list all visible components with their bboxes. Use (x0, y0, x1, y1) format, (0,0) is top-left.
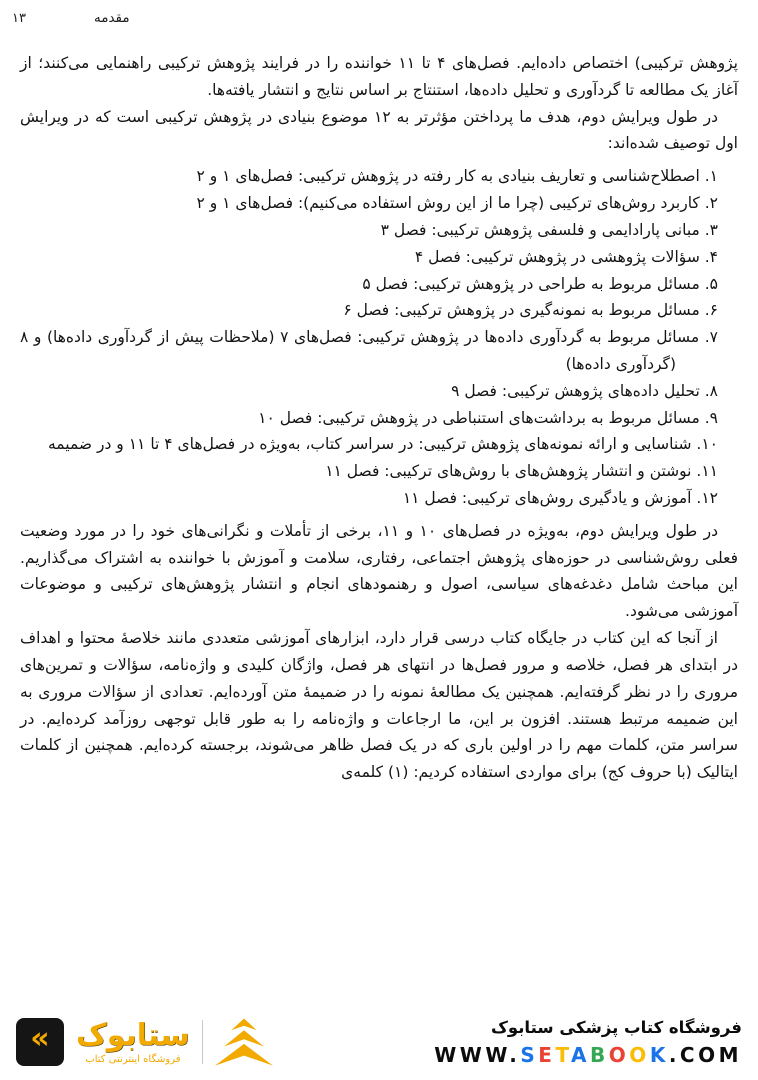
list-item: ۹. مسائل مربوط به برداشت‌های استنباطی در پژوهش ترکیبی: فصل ۱۰ (258, 408, 718, 427)
url-colored-letters (520, 1043, 668, 1067)
pyramid-chevrons-icon (215, 1018, 273, 1066)
list-item: ۸. تحلیل داده‌های پژوهش ترکیبی: فصل ۹ (451, 381, 718, 400)
url-prefix: WWW. (434, 1042, 521, 1067)
list-item: ۳. مبانی پارادایمی و فلسفی پژوهش ترکیبی: فصل ۳ (380, 220, 718, 239)
list-item: ۵. مسائل مربوط به طراحی در پژوهش ترکیبی: فصل ۵ (362, 274, 718, 293)
shop-url (434, 1043, 742, 1067)
paragraph: پژوهش ترکیبی) اختصاص داده‌ایم. فصل‌های ۴ تا ۱۱ خواننده را در فرایند پژوهش ترکیبی راهنمایی می‌کنند؛ از آغاز یک مطالعه تا گردآوری و تحلیل داده‌ها، استنتاج بر اساس نتایج و انتشار یافته‌ها. (20, 54, 738, 99)
url-letter: E (538, 1042, 556, 1067)
url-letter: B (590, 1042, 609, 1067)
logo-tagline: فروشگاه اینترنتی کتاب (85, 1054, 181, 1065)
list-item: ۱۱. نوشتن و انتشار پژوهش‌های با روش‌های ترکیبی: فصل ۱۱ (325, 462, 718, 481)
url-letter: A (571, 1042, 591, 1067)
list-item: ۲. کاربرد روش‌های ترکیبی (چرا ما از این روش استفاده می‌کنیم): فصل‌های ۱ و ۲ (196, 194, 718, 213)
list-item: ۷. مسائل مربوط به گردآوری داده‌ها در پژوهش ترکیبی: فصل‌های ۷ (ملاحظات پیش از گردآوری داده‌ها) و ۸ (گردآوری داده‌ها) (20, 328, 718, 373)
url-letter: S (520, 1042, 539, 1067)
paragraph: در طول ویرایش دوم، به‌ویژه در فصل‌های ۱۰ و ۱۱، برخی از تأملات و نگرانی‌های خود را در مورد وضعیت فعلی روش‌شناسی در حوزه‌های پژوهش اجتماعی، رفتاری، سلامت و آموزش با خواننده به اشتراک می‌گذاریم. این مباحث شامل دغدغه‌های سیاسی، اصول و رهنمودهای انجام و انتشار پژوهش‌های ترکیبی و موضوعات آموزشی می‌شود. (20, 521, 738, 621)
footer-textblock (434, 1018, 742, 1067)
topics-list (20, 163, 738, 512)
footer-watermark (0, 1004, 758, 1080)
running-header (12, 10, 130, 26)
list-item: ۴. سؤالات پژوهشی در پژوهش ترکیبی: فصل ۴ (414, 247, 718, 266)
opening-paragraphs (20, 50, 738, 157)
logo-divider (202, 1020, 203, 1064)
body-text (20, 50, 738, 786)
url-letter: K (649, 1042, 669, 1067)
url-letter: O (608, 1042, 630, 1067)
logo-wordmark: ستابوک (76, 1018, 190, 1053)
paragraph: در طول ویرایش دوم، هدف ما پرداختن مؤثرتر به ۱۲ موضوع بنیادی در پژوهش ترکیبی است که در ویرایش اول توصیف شده‌اند: (20, 107, 738, 153)
double-chevron-icon: « (30, 1021, 50, 1056)
logo-wordmark-block (76, 1019, 190, 1065)
chapter-title: مقدمه (94, 10, 130, 26)
url-letter: O (629, 1042, 650, 1067)
url-letter: T (555, 1042, 572, 1067)
list-item: ۱۲. آموزش و یادگیری روش‌های ترکیبی: فصل ۱۱ (402, 489, 718, 507)
setabook-logo (16, 1018, 273, 1066)
page-number: ۱۳ (12, 11, 26, 26)
list-item: ۶. مسائل مربوط به نمونه‌گیری در پژوهش ترکیبی: فصل ۶ (343, 301, 718, 320)
list-item: ۱۰. شناسایی و ارائه نمونه‌های پژوهش ترکیبی: در سراسر کتاب، به‌ویژه در فصل‌های ۴ تا ۱۱ و در ضمیمه (48, 435, 718, 454)
paragraph: از آنجا که این کتاب در جایگاه کتاب درسی قرار دارد، ابزارهای آموزشی متعددی مانند خلاصهٔ محتوا و اهداف در ابتدای هر فصل، خلاصه و مرور فصل‌ها در انتهای هر فصل، واژگان کلیدی و واژه‌نامه، سؤالات و تمرین‌های مروری را در نظر گرفته‌ایم. همچنین یک مطالعهٔ نمونه را در ضمیمهٔ متن آورده‌ایم. تعدادی از سؤالات مروری به این ضمیمه مرتبط هستند. افزون بر این، ما ارجاعات و واژه‌نامه را به طور قابل توجهی روزآمد کرده‌ایم. در سراسر متن، کلمات مهم را در اولین باری که در یک فصل ظاهر می‌شوند، برجسته کرده‌ایم. همچنین از کلمات ایتالیک (با حروف کج) برای مواردی استفاده کردیم: (۱) کلمه‌ی (20, 629, 738, 782)
logo-square-icon (16, 1018, 64, 1066)
shop-title: فروشگاه کتاب پزشکی ستابوک (491, 1017, 742, 1037)
list-item: ۱. اصطلاح‌شناسی و تعاریف بنیادی به کار رفته در پژوهش ترکیبی: فصل‌های ۱ و ۲ (196, 167, 718, 186)
url-suffix: .COM (668, 1042, 742, 1067)
closing-paragraphs (20, 518, 738, 786)
